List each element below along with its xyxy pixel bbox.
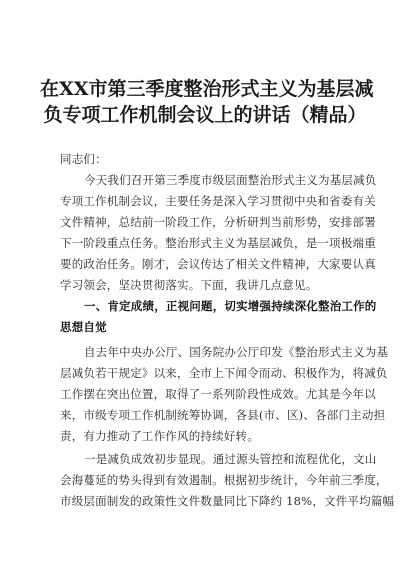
paragraph-3-line-3: 市级层面制发的政策性文件数量同比下降约 18%，文件平均篇幅 bbox=[60, 494, 395, 508]
paragraph-3-line-2: 会海蔓延的势头得到有效遏制。根据初步统计，今年前三季度， bbox=[60, 473, 388, 487]
paragraph-2-line-1: 自去年中央办公厅、国务院办公厅印发《整治形式主义为基 bbox=[84, 345, 389, 359]
paragraph-1-line-5: 要的政治任务。刚才，会议传达了相关文件精神，大家要认真 bbox=[60, 257, 376, 271]
paragraph-2-line-4: 来，市级专项工作机制统筹协调，各县(市、区)、各部门主动担 bbox=[60, 408, 386, 422]
document-title-line-2: 负专项工作机制会议上的讲话（精品） bbox=[43, 104, 367, 126]
paragraph-3-line-1: 一是减负成效初步显现。通过源头管控和流程优化，文山 bbox=[84, 452, 377, 466]
paragraph-1-line-2: 专项工作机制会议，主要任务是深入学习贯彻中央和省委有关 bbox=[60, 194, 376, 208]
paragraph-1-line-1: 今天我们召开第三季度市级层面整治形式主义为基层减负 bbox=[84, 173, 377, 187]
salutation: 同志们： bbox=[60, 152, 107, 166]
section-1-heading-line-1: 一、肯定成绩，正视问题，切实增强持续深化整治工作的 bbox=[84, 299, 377, 313]
paragraph-2-line-5: 责，有力推动了工作作风的持续好转。 bbox=[60, 429, 259, 443]
section-1-heading-line-2: 思想自觉 bbox=[60, 320, 107, 334]
paragraph-1-line-6: 学习领会，坚决贯彻落实。下面，我讲几点意见。 bbox=[60, 278, 318, 292]
paragraph-1-line-4: 下一阶段重点任务。整治形式主义为基层减负，是一项极端重 bbox=[60, 236, 376, 250]
paragraph-2-line-3: 工作摆在突出位置，取得了一系列阶段性成效。尤其是今年以 bbox=[60, 387, 376, 401]
paragraph-2-line-2: 层减负若干规定》以来，全市上下闻令而动、积极作为，将减负 bbox=[60, 366, 388, 380]
document-title-line-1: 在XX市第三季度整治形式主义为基层减 bbox=[40, 78, 374, 100]
paragraph-1-line-3: 文件精神，总结前一阶段工作，分析研判当前形势，安排部署 bbox=[60, 215, 376, 229]
